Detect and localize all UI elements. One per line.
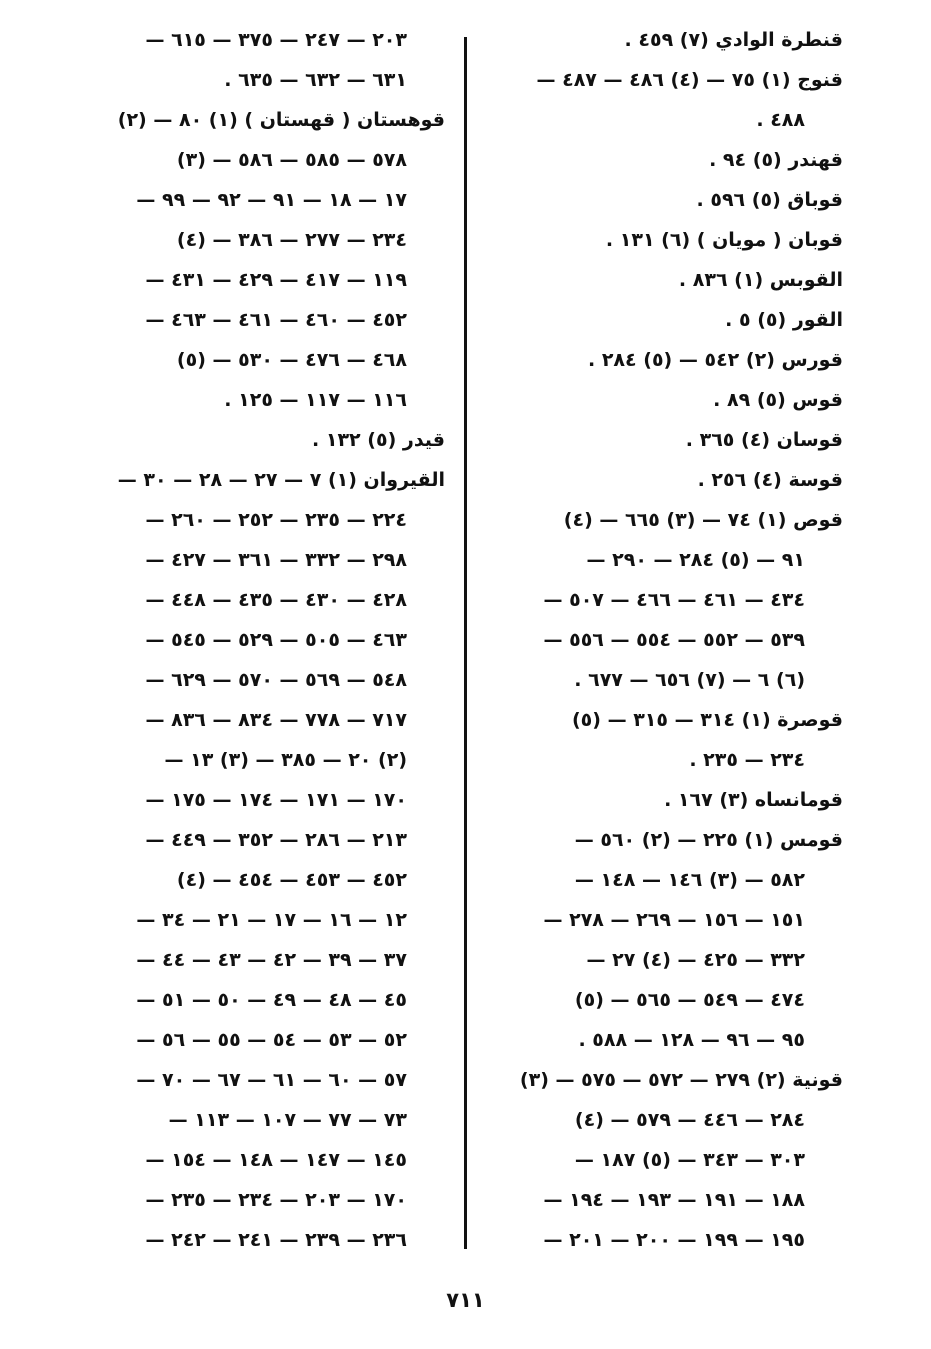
index-continuation-line: ١٨٨ — ١٩١ — ١٩٣ — ١٩٤ — (543, 1189, 805, 1211)
index-continuation-line: ٢٩٨ — ٣٣٢ — ٣٦١ — ٤٢٧ — (145, 549, 407, 571)
index-continuation-line: ١٢ — ١٦ — ١٧ — ٢١ — ٣٤ — (136, 909, 407, 931)
index-continuation-line: ٣٠٣ — ٣٤٣ — (٥) ١٨٧ — (574, 1149, 805, 1171)
index-continuation-line: ١٥١ — ١٥٦ — ٢٦٩ — ٢٧٨ — (543, 909, 805, 931)
index-entry-line: قنوج (١) ٧٥ — (٤) ٤٨٦ — ٤٨٧ — (536, 69, 843, 91)
index-continuation-line: ٤٣٤ — ٤٦١ — ٤٦٦ — ٥٠٧ — (543, 589, 805, 611)
page-number: ٧١١ (446, 1288, 485, 1312)
index-column-right (493, 20, 843, 1260)
index-continuation-line: ١٤٥ — ١٤٧ — ١٤٨ — ١٥٤ — (145, 1149, 407, 1171)
index-entry-line: قنطرة الوادي (٧) ٤٥٩ . (624, 29, 843, 51)
index-continuation-line: ١٧٠ — ١٧١ — ١٧٤ — ١٧٥ — (145, 789, 407, 811)
index-continuation-line: ٣٣٢ — ٤٢٥ — (٤) ٢٧ — (586, 949, 805, 971)
index-continuation-line: ١١٦ — ١١٧ — ١٢٥ . (224, 389, 407, 411)
index-continuation-line: ٤٢٨ — ٤٣٠ — ٤٣٥ — ٤٤٨ — (145, 589, 407, 611)
index-entry-line: قوبان ( مويان ) (٦) ١٣١ . (605, 229, 843, 251)
index-continuation-line: ٤٦٨ — ٤٧٦ — ٥٣٠ — (٥) (176, 349, 407, 371)
index-column-left (95, 20, 445, 1260)
index-continuation-line: ٤٥٢ — ٤٥٣ — ٤٥٤ — (٤) (176, 869, 407, 891)
index-continuation-line: ٢٣٤ — ٢٧٧ — ٣٨٦ — (٤) (176, 229, 407, 251)
index-continuation-line: ٤٧٤ — ٥٤٩ — ٥٦٥ — (٥) (574, 989, 805, 1011)
index-continuation-line: ٢٣٤ — ٢٣٥ . (689, 749, 805, 771)
index-continuation-line: ٦٣١ — ٦٣٢ — ٦٣٥ . (224, 69, 407, 91)
index-continuation-line: ٧١٧ — ٧٧٨ — ٨٣٤ — ٨٣٦ — (145, 709, 407, 731)
index-entry-line: قونية (٢) ٢٧٩ — ٥٧٢ — ٥٧٥ — (٣) (519, 1069, 843, 1091)
index-entry-line: قوباق (٥) ٥٩٦ . (696, 189, 843, 211)
index-continuation-line: ٢٠٣ — ٢٤٧ — ٣٧٥ — ٦١٥ — (145, 29, 407, 51)
index-entry-line: قهندر (٥) ٩٤ . (709, 149, 843, 171)
index-entry-line: قوصرة (١) ٣١٤ — ٣١٥ — (٥) (571, 709, 843, 731)
index-entry-line: قوس (٥) ٨٩ . (713, 389, 843, 411)
index-continuation-line: ٤٦٣ — ٥٠٥ — ٥٢٩ — ٥٤٥ — (145, 629, 407, 651)
index-continuation-line: ٣٧ — ٣٩ — ٤٢ — ٤٣ — ٤٤ — (136, 949, 407, 971)
index-entry-line: القيروان (١) ٧ — ٢٧ — ٢٨ — ٣٠ — (117, 469, 445, 491)
index-continuation-line: ٤٨٨ . (756, 109, 805, 131)
index-continuation-line: ٥٤٨ — ٥٦٩ — ٥٧٠ — ٦٢٩ — (145, 669, 407, 691)
index-continuation-line: ٢٣٦ — ٢٣٩ — ٢٤١ — ٢٤٢ — (145, 1229, 407, 1251)
index-continuation-line: ٤٥ — ٤٨ — ٤٩ — ٥٠ — ٥١ — (136, 989, 407, 1011)
index-continuation-line: ١١٩ — ٤١٧ — ٤٢٩ — ٤٣١ — (145, 269, 407, 291)
index-entry-line: قوهستان ( قهستان ) (١) ٨٠ — (٢) (117, 109, 445, 131)
index-entry-line: القور (٥) ٥ . (725, 309, 843, 331)
index-continuation-line: ١٧ — ١٨ — ٩١ — ٩٢ — ٩٩ — (136, 189, 407, 211)
index-continuation-line: ٢٨٤ — ٤٤٦ — ٥٧٩ — (٤) (574, 1109, 805, 1131)
index-continuation-line: ٤٥٢ — ٤٦٠ — ٤٦١ — ٤٦٣ — (145, 309, 407, 331)
index-continuation-line: ٥٢ — ٥٣ — ٥٤ — ٥٥ — ٥٦ — (136, 1029, 407, 1051)
index-continuation-line: ٢١٣ — ٢٨٦ — ٣٥٢ — ٤٤٩ — (145, 829, 407, 851)
index-continuation-line: ٢٢٤ — ٢٣٥ — ٢٥٢ — ٢٦٠ — (145, 509, 407, 531)
index-entry-line: قوسة (٤) ٢٥٦ . (697, 469, 843, 491)
index-continuation-line: ٥٧٨ — ٥٨٥ — ٥٨٦ — (٣) (176, 149, 407, 171)
index-continuation-line: ٩٥ — ٩٦ — ١٢٨ — ٥٨٨ . (578, 1029, 805, 1051)
index-entry-line: قومانساه (٣) ١٦٧ . (664, 789, 843, 811)
index-continuation-line: ٩١ — (٥) ٢٨٤ — ٢٩٠ — (586, 549, 805, 571)
index-continuation-line: ٥٣٩ — ٥٥٢ — ٥٥٤ — ٥٥٦ — (543, 629, 805, 651)
column-divider (464, 37, 467, 1249)
index-continuation-line: ١٧٠ — ٢٠٣ — ٢٣٤ — ٢٣٥ — (145, 1189, 407, 1211)
index-entry-line: قومس (١) ٢٢٥ — (٢) ٥٦٠ — (574, 829, 843, 851)
index-entry-line: قورس (٢) ٥٤٢ — (٥) ٢٨٤ . (587, 349, 843, 371)
index-continuation-line: ٧٣ — ٧٧ — ١٠٧ — ١١٣ — (168, 1109, 407, 1131)
index-continuation-line: (٢) ٢٠ — ٣٨٥ — (٣) ١٣ — (164, 749, 407, 771)
index-entry-line: القوبس (١) ٨٣٦ . (678, 269, 843, 291)
index-entry-line: قيدر (٥) ١٣٢ . (312, 429, 445, 451)
index-entry-line: قوسان (٤) ٣٦٥ . (685, 429, 843, 451)
index-continuation-line: ١٩٥ — ١٩٩ — ٢٠٠ — ٢٠١ — (543, 1229, 805, 1251)
index-entry-line: قوص (١) ٧٤ — (٣) ٦٦٥ — (٤) (563, 509, 843, 531)
index-continuation-line: (٦) ٦ — (٧) ٦٥٦ — ٦٧٧ . (574, 669, 805, 691)
index-continuation-line: ٥٧ — ٦٠ — ٦١ — ٦٧ — ٧٠ — (136, 1069, 407, 1091)
index-continuation-line: ٥٨٢ — (٣) ١٤٦ — ١٤٨ — (574, 869, 805, 891)
